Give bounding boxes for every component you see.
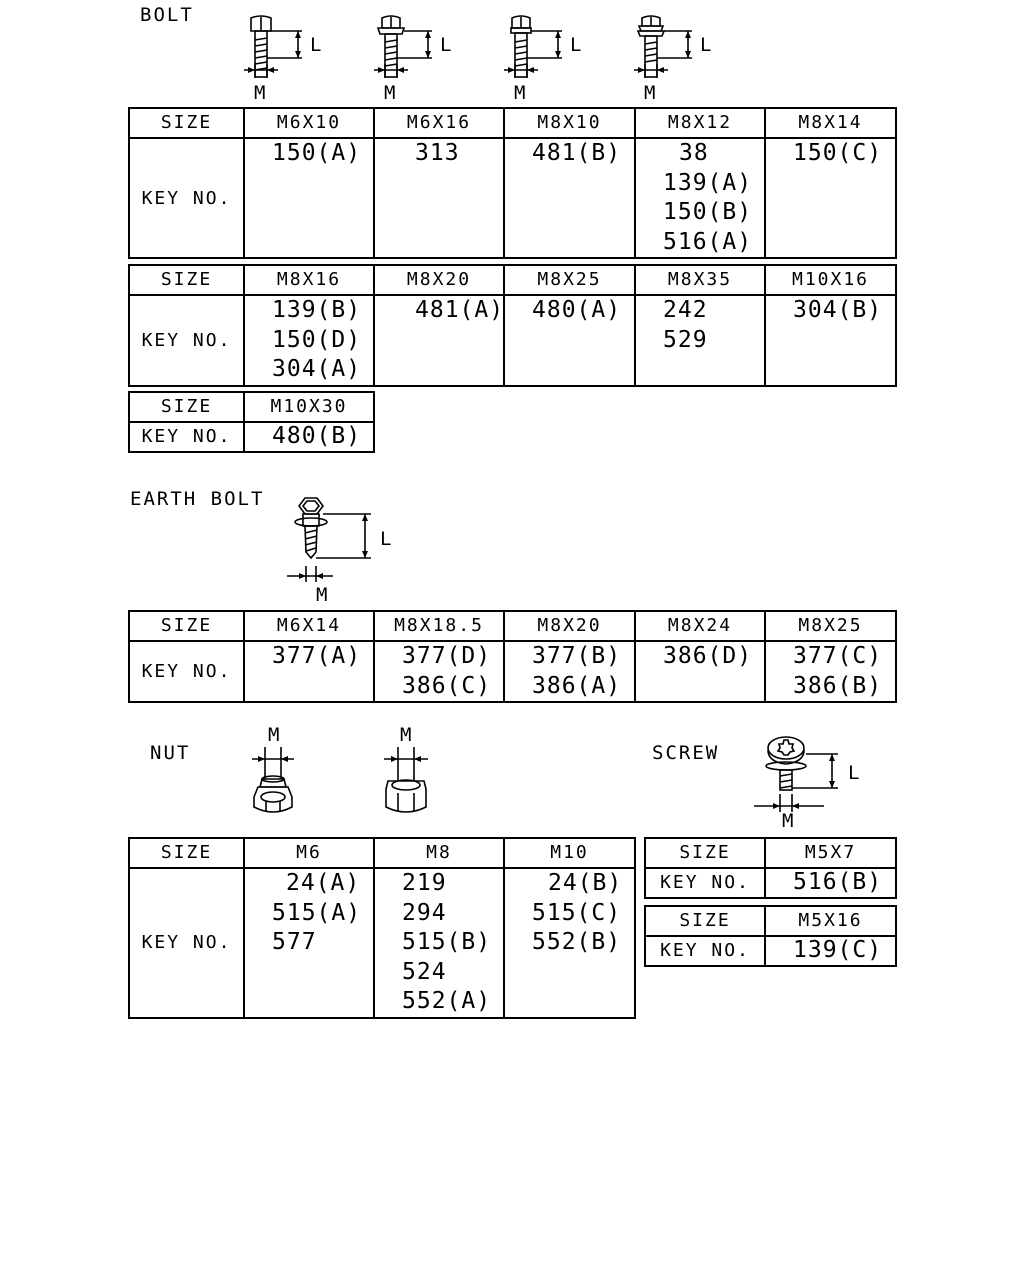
size-row <box>645 838 896 868</box>
pan-head-screw-icon <box>750 732 850 822</box>
earth-bolt-size-table <box>128 610 897 703</box>
screw-dim-l: L <box>848 762 862 784</box>
key-number: 552(B) <box>532 929 622 955</box>
key-number: 515(B) <box>402 929 492 955</box>
key-number: 386(C) <box>402 672 492 699</box>
key-number: 516(A) <box>663 228 753 255</box>
key-no-label: KEY NO. <box>129 295 244 386</box>
key-number: 242 <box>663 297 708 323</box>
key-row <box>645 868 896 898</box>
size-cell: M8 <box>374 838 504 868</box>
key-number: 481(A) <box>415 297 505 323</box>
key-number: 386(A) <box>532 672 622 699</box>
key-no-cell <box>244 641 374 702</box>
key-no-label: KEY NO. <box>129 138 244 258</box>
size-cell: M8X12 <box>635 108 765 138</box>
size-label: SIZE <box>129 611 244 641</box>
size-row <box>129 392 374 422</box>
size-cell: M8X24 <box>635 611 765 641</box>
screw-dim-m: M <box>782 810 796 832</box>
earth-bolt-dim-m: M <box>316 584 330 606</box>
key-number: 150(B) <box>663 199 753 225</box>
flange-nut-icon <box>248 745 308 821</box>
key-number: 377(D) <box>402 643 492 669</box>
size-cell: M5X16 <box>765 906 896 936</box>
key-number: 24(B) <box>548 870 623 896</box>
size-cell: M8X16 <box>244 265 374 295</box>
key-number: 294 <box>402 899 447 926</box>
size-cell: M6X14 <box>244 611 374 641</box>
key-no-cell <box>244 868 374 1018</box>
bolt-dim-l-1: L <box>310 34 324 56</box>
size-label: SIZE <box>645 838 765 868</box>
key-no-cell <box>765 868 896 898</box>
key-no-cell <box>765 936 896 966</box>
key-no-cell <box>635 138 765 258</box>
size-cell: M10X30 <box>244 392 374 422</box>
key-number: 150(A) <box>272 140 362 166</box>
bolt-dim-m-1: M <box>254 82 268 104</box>
size-cell: M6 <box>244 838 374 868</box>
key-number: 516(B) <box>793 869 883 895</box>
key-no-label: KEY NO. <box>645 868 765 898</box>
key-number: 577 <box>272 929 317 955</box>
key-no-cell <box>504 868 635 1018</box>
bolt-size-table-2 <box>128 264 897 387</box>
key-no-label: KEY NO. <box>129 422 244 452</box>
screw-size-table-1 <box>644 837 897 899</box>
size-row <box>129 611 896 641</box>
bolt-dim-l-3: L <box>570 34 584 56</box>
size-cell: M6X16 <box>374 108 504 138</box>
bolt-dim-l-4: L <box>700 34 714 56</box>
size-cell: M8X20 <box>374 265 504 295</box>
nut-title: NUT <box>150 742 191 764</box>
earth-bolt-dim-l: L <box>380 528 394 550</box>
nut-size-table <box>128 837 636 1019</box>
key-number: 552(A) <box>402 988 492 1014</box>
key-no-cell <box>635 295 765 386</box>
key-number: 515(A) <box>272 899 362 926</box>
size-cell: M5X7 <box>765 838 896 868</box>
size-label: SIZE <box>129 265 244 295</box>
bolt-title: BOLT <box>140 4 194 26</box>
key-no-cell <box>635 641 765 702</box>
size-cell: M10 <box>504 838 635 868</box>
key-row <box>129 868 635 1018</box>
key-number: 304(B) <box>793 297 883 323</box>
key-row <box>645 936 896 966</box>
hex-nut-icon <box>380 745 440 821</box>
size-cell: M8X14 <box>765 108 896 138</box>
key-no-label: KEY NO. <box>129 868 244 1018</box>
size-label: SIZE <box>129 108 244 138</box>
key-row <box>129 422 374 452</box>
size-label: SIZE <box>645 906 765 936</box>
key-number: 386(D) <box>663 643 753 669</box>
key-no-cell <box>504 295 635 386</box>
key-number: 139(B) <box>272 297 362 323</box>
nut-dim-m-1: M <box>268 724 282 746</box>
size-cell: M8X25 <box>504 265 635 295</box>
key-number: 150(D) <box>272 326 362 353</box>
screw-title: SCREW <box>652 742 720 764</box>
key-number: 24(A) <box>286 870 361 896</box>
earth-bolt-title: EARTH BOLT <box>130 488 265 510</box>
size-row <box>129 265 896 295</box>
key-number: 377(C) <box>793 643 883 669</box>
key-row <box>129 641 896 702</box>
key-number: 524 <box>402 958 447 985</box>
key-number: 377(B) <box>532 643 622 669</box>
key-no-cell <box>765 295 896 386</box>
size-label: SIZE <box>129 838 244 868</box>
key-number: 219 <box>402 870 447 896</box>
key-no-cell <box>244 138 374 258</box>
key-number: 480(A) <box>532 297 622 323</box>
size-cell: M10X16 <box>765 265 896 295</box>
key-no-cell <box>244 422 374 452</box>
key-no-cell <box>244 295 374 386</box>
key-no-cell <box>504 641 635 702</box>
key-no-cell <box>504 138 635 258</box>
bolt-dim-m-3: M <box>514 82 528 104</box>
bolt-dim-l-2: L <box>440 34 454 56</box>
key-number: 481(B) <box>532 140 622 166</box>
key-number: 480(B) <box>272 423 362 449</box>
size-row <box>129 108 896 138</box>
key-no-cell <box>374 641 504 702</box>
key-row <box>129 138 896 258</box>
key-no-cell <box>765 641 896 702</box>
size-label: SIZE <box>129 392 244 422</box>
key-number: 515(C) <box>532 899 622 926</box>
key-no-cell <box>374 295 504 386</box>
key-no-label: KEY NO. <box>645 936 765 966</box>
key-no-cell <box>765 138 896 258</box>
size-cell: M8X10 <box>504 108 635 138</box>
key-no-label: KEY NO. <box>129 641 244 702</box>
size-cell: M8X18.5 <box>374 611 504 641</box>
nut-dim-m-2: M <box>400 724 414 746</box>
size-cell: M8X20 <box>504 611 635 641</box>
key-number: 38 <box>679 140 709 166</box>
bolt-dim-m-4: M <box>644 82 658 104</box>
size-row <box>645 906 896 936</box>
earth-bolt-icon <box>285 492 385 592</box>
key-no-cell <box>374 138 504 258</box>
key-row <box>129 295 896 386</box>
bolt-size-table-3 <box>128 391 375 453</box>
size-cell: M8X25 <box>765 611 896 641</box>
key-number: 304(A) <box>272 356 362 382</box>
key-number: 150(C) <box>793 140 883 166</box>
key-number: 139(C) <box>793 937 883 963</box>
bolt-dim-m-2: M <box>384 82 398 104</box>
key-number: 529 <box>663 326 708 353</box>
screw-size-table-2 <box>644 905 897 967</box>
size-row <box>129 838 635 868</box>
key-number: 313 <box>415 140 460 166</box>
key-number: 139(A) <box>663 169 753 196</box>
size-cell: M8X35 <box>635 265 765 295</box>
key-number: 377(A) <box>272 643 362 669</box>
key-no-cell <box>374 868 504 1018</box>
bolt-size-table-1 <box>128 107 897 259</box>
key-number: 386(B) <box>793 672 883 699</box>
size-cell: M6X10 <box>244 108 374 138</box>
